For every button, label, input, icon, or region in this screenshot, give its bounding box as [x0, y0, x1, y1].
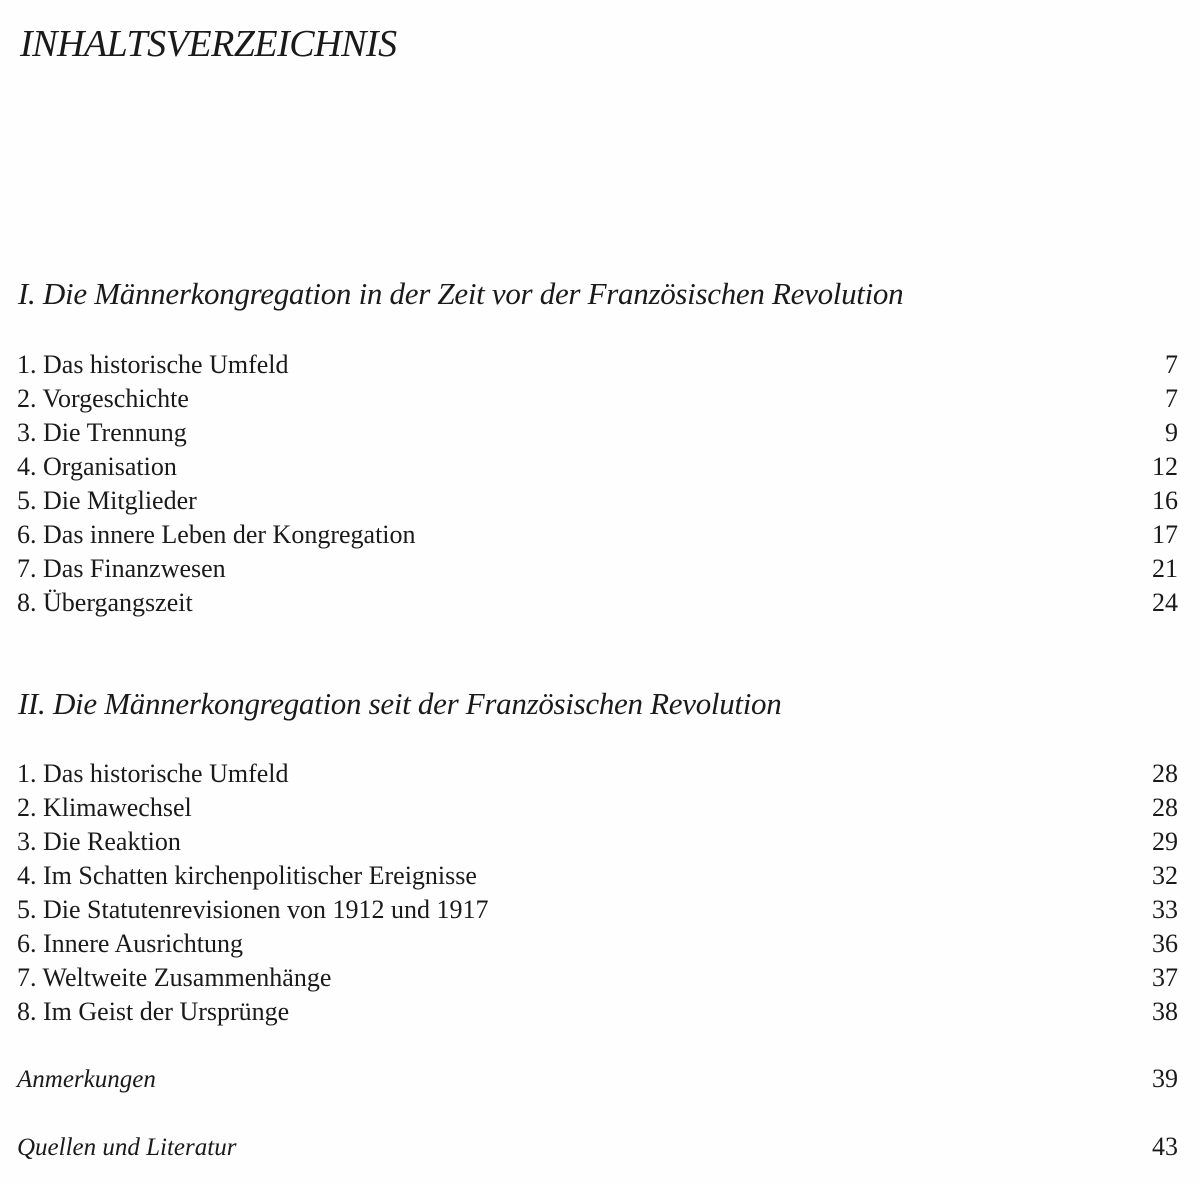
toc-entry[interactable]: [17, 791, 1178, 825]
entry-label: 1. Das historische Umfeld: [17, 759, 289, 788]
entry-page: 43: [1152, 1132, 1178, 1161]
toc-entry-anmerkungen[interactable]: [17, 1064, 1178, 1094]
toc-entry[interactable]: [17, 484, 1178, 518]
entry-label: 3. Die Reaktion: [17, 827, 181, 856]
part-2-entries: [17, 757, 1178, 1029]
entry-page: 39: [1152, 1064, 1178, 1093]
entry-page: 17: [1152, 520, 1178, 549]
entry-page: 9: [1165, 418, 1178, 447]
entry-page: 16: [1152, 486, 1178, 515]
toc-entry[interactable]: [17, 348, 1178, 382]
toc-entry[interactable]: [17, 927, 1178, 961]
entry-label: Quellen und Literatur: [17, 1134, 237, 1161]
entry-label: 2. Klimawechsel: [17, 793, 192, 822]
toc-entry[interactable]: [17, 416, 1178, 450]
toc-entry[interactable]: [17, 586, 1178, 620]
entry-label: 7. Das Finanzwesen: [17, 554, 226, 583]
entry-page: 7: [1165, 350, 1178, 379]
toc-entry[interactable]: [17, 825, 1178, 859]
entry-label: 8. Im Geist der Ursprünge: [17, 997, 290, 1026]
part-1-heading: I. Die Männerkongregation in der Zeit vor der Französischen Revolution: [18, 276, 904, 311]
entry-page: 28: [1152, 759, 1178, 788]
entry-label: 7. Weltweite Zusammenhänge: [17, 963, 332, 992]
entry-page: 24: [1152, 588, 1178, 617]
entry-label: 6. Das innere Leben der Kongregation: [17, 520, 416, 549]
part-1-entries: [17, 348, 1178, 620]
entry-label: 2. Vorgeschichte: [17, 384, 189, 413]
entry-label: 5. Die Mitglieder: [17, 486, 197, 515]
toc-entry[interactable]: [17, 382, 1178, 416]
entry-page: 32: [1152, 861, 1178, 890]
toc-entry[interactable]: [17, 995, 1178, 1029]
entry-label: 4. Organisation: [17, 452, 177, 481]
entry-page: 28: [1152, 793, 1178, 822]
entry-label: 6. Innere Ausrichtung: [17, 929, 244, 958]
entry-page: 33: [1152, 895, 1178, 924]
entry-label: 5. Die Statutenrevisionen von 1912 und 1917: [17, 895, 489, 924]
page-title: INHALTSVERZEICHNIS: [20, 23, 397, 65]
entry-page: 7: [1165, 384, 1178, 413]
entry-label: 4. Im Schatten kirchenpolitischer Ereignisse: [17, 861, 477, 890]
toc-entry[interactable]: [17, 518, 1178, 552]
entry-label: 8. Übergangszeit: [17, 588, 193, 617]
toc-entry[interactable]: [17, 893, 1178, 927]
entry-page: 36: [1152, 929, 1178, 958]
part-2-heading: II. Die Männerkongregation seit der Französischen Revolution: [18, 686, 782, 721]
entry-page: 21: [1152, 554, 1178, 583]
entry-page: 38: [1152, 997, 1178, 1026]
entry-label: 1. Das historische Umfeld: [17, 350, 289, 379]
entry-page: 37: [1152, 963, 1178, 992]
entry-page: 29: [1152, 827, 1178, 856]
entry-label: 3. Die Trennung: [17, 418, 187, 447]
entry-label: Anmerkungen: [17, 1066, 156, 1093]
toc-entry[interactable]: [17, 552, 1178, 586]
entry-page: 12: [1152, 452, 1178, 481]
toc-entry[interactable]: [17, 757, 1178, 791]
toc-entry[interactable]: [17, 450, 1178, 484]
toc-entry[interactable]: [17, 859, 1178, 893]
toc-entry[interactable]: [17, 961, 1178, 995]
toc-entry-quellen[interactable]: [17, 1132, 1178, 1162]
